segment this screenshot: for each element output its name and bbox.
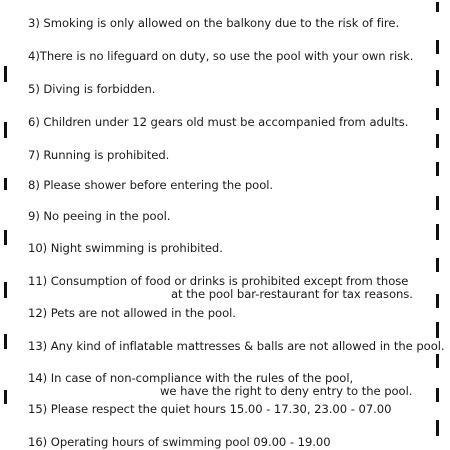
rule-10: 10) Night swimming is prohibited. <box>28 241 223 255</box>
border-dash <box>436 40 439 54</box>
rule-15: 15) Please respect the quiet hours 15.00 - 17.30, 23.00 - 07.00 <box>28 402 392 416</box>
border-dash <box>436 162 439 176</box>
rule-8: 8) Please shower before entering the pool. <box>28 178 274 192</box>
rule-6: 6) Children under 12 gears old must be accompanied from adults. <box>28 115 409 129</box>
border-dash <box>4 390 7 404</box>
border-dash <box>4 334 7 349</box>
rule-14: 14) In case of non-compliance with the rules of the pool, we have the right to deny entry to the pool. <box>28 372 440 398</box>
rule-4: 4)There is no lifeguard on duty, so use the pool with your own risk. <box>28 49 414 63</box>
border-dash <box>436 388 439 402</box>
border-dash <box>436 196 439 210</box>
rule-7: 7) Running is prohibited. <box>28 148 170 162</box>
rule-12: 12) Pets are not allowed in the pool. <box>28 306 236 320</box>
border-dash <box>4 122 7 138</box>
border-dash <box>436 2 439 12</box>
border-dash <box>4 178 7 190</box>
rule-11: 11) Consumption of food or drinks is prohibited except from those at the pool bar-restaurant for tax reasons. <box>28 275 440 301</box>
rule-5: 5) Diving is forbidden. <box>28 82 156 96</box>
border-dash <box>4 282 7 298</box>
rule-13: 13) Any kind of inflatable mattresses & balls are not allowed in the pool. <box>28 339 445 353</box>
rule-14-continuation: we have the right to deny entry to the pool. <box>160 384 413 398</box>
border-dash <box>436 134 439 148</box>
border-dash <box>4 230 7 245</box>
border-dash <box>436 258 439 272</box>
border-dash <box>436 70 439 86</box>
border-dash <box>436 322 439 338</box>
border-dash <box>436 108 439 120</box>
rule-16: 16) Operating hours of swimming pool 09.00 - 19.00 <box>28 435 331 449</box>
border-dash <box>436 354 439 368</box>
rule-3: 3) Smoking is only allowed on the balkony due to the risk of fire. <box>28 16 400 30</box>
border-dash <box>436 420 439 436</box>
rule-11-continuation: at the pool bar-restaurant for tax reasons. <box>171 287 413 301</box>
border-dash <box>436 294 439 308</box>
rule-9: 9) No peeing in the pool. <box>28 209 171 223</box>
border-dash <box>436 224 439 240</box>
border-dash <box>4 66 7 82</box>
